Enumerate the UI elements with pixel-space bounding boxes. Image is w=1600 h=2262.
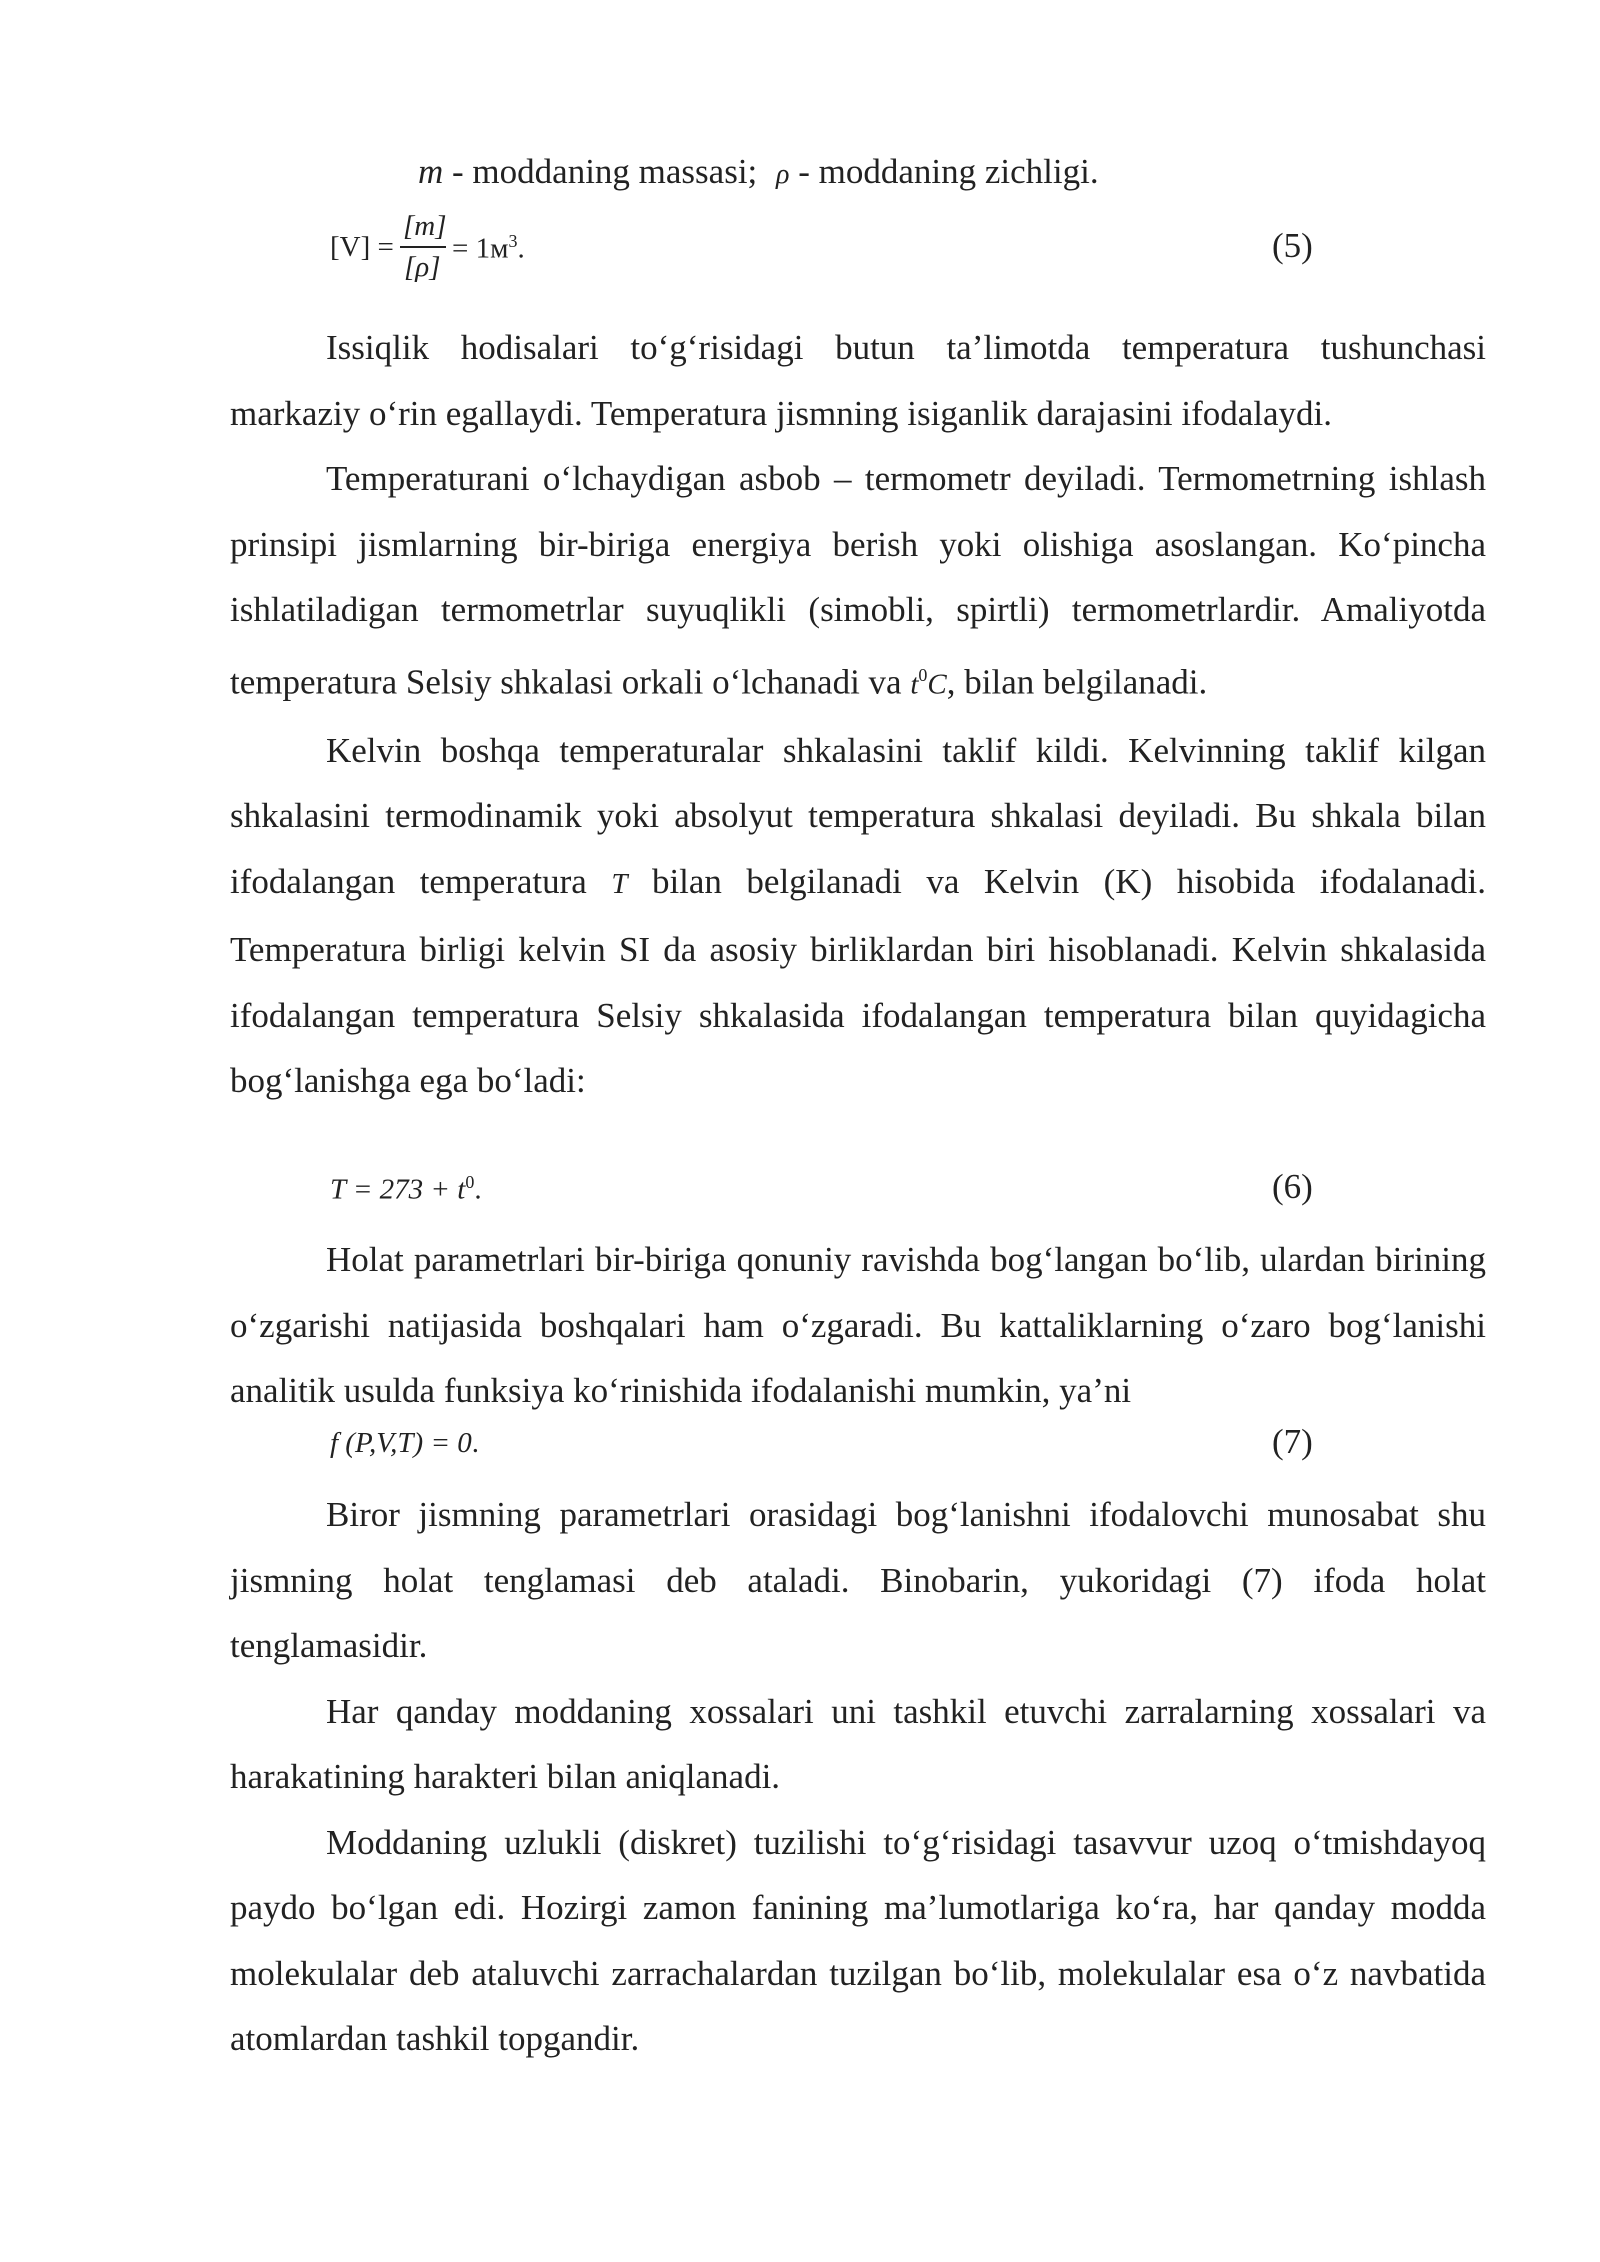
paragraph-7: Moddaning uzlukli (diskret) tuzilishi to‘g‘risidagi tasavvur uzoq o‘tmishdayoq paydo bo‘lgan edi. Hozirgi zamon fanining ma’lumotlariga ko‘ra, har qanday modda molekulalar deb ataluvchi zarrachalardan tuzilgan bo‘lib, molekulalar esa o‘z navbatida atomlardan tashkil topgandir. bbox=[230, 1822, 1486, 2058]
text-block-upper bbox=[230, 315, 1486, 1114]
text-block-lower bbox=[230, 1482, 1486, 2072]
paragraph-3: Kelvin boshqa temperaturalar shkalasini taklif kildi. Kelvinning taklif kilgan shkalasini termodinamik yoki absolyut temperatura shkalasi deyiladi. Bu shkala bilan ifodalangan temperatura T bilan belgilanadi va Kelvin (K) hisobida ifodalanadi. Temperatura birligi kelvin SI da asosiy birliklardan biri hisoblanadi. Kelvin shkalasida ifodalangan temperatura Selsiy shkalasida ifodalangan temperatura bilan quyidagicha bog‘lanishga ega bo‘ladi: bbox=[230, 730, 1486, 1101]
paragraph-4: Holat parametrlari bir-biriga qonuniy ravishda bog‘langan bo‘lib, ulardan birining o‘zgarishi natijasida boshqalari ham o‘zgaradi. Bu kattaliklarning o‘zaro bog‘lanishi analitik usulda funksiya ko‘rinishida ifodalanishi mumkin, ya’ni bbox=[230, 1240, 1486, 1410]
eq5-lhs: [V] = bbox=[330, 231, 394, 263]
paragraph-5: Biror jismning parametrlari orasidagi bog‘lanishni ifodalovchi munosabat shu jismning holat tenglamasi deb ataladi. Binobarin, yukoridagi (7) ifoda holat tenglamasidir. bbox=[230, 1495, 1486, 1665]
eq6-expression: $T = 273 + t^0$. bbox=[330, 1172, 482, 1206]
paragraph-1: Issiqlik hodisalari to‘g‘risidagi butun ta’limotda temperatura tushunchasi markaziy o‘rin egallaydi. Temperatura jismning isiganlik darajasini ifodalaydi. bbox=[230, 328, 1486, 433]
eq7-number: (7) bbox=[1272, 1422, 1313, 1461]
eq5-fraction-bar bbox=[400, 246, 446, 248]
eq7-expression: f (P,V,T) = 0. bbox=[330, 1427, 480, 1459]
eq6-number: (6) bbox=[1272, 1167, 1313, 1206]
density-description: - moddaning zichligi. bbox=[789, 152, 1099, 191]
mass-description: - moddaning massasi; bbox=[443, 152, 758, 191]
text-block-middle bbox=[230, 1227, 1486, 1424]
paragraph-6: Har qanday moddaning xossalari uni tashkil etuvchi zarralarning xossalari va harakatining harakteri bilan aniqlanadi. bbox=[230, 1691, 1486, 1796]
paragraph-2: Temperaturani o‘lchaydigan asbob – termometr deyiladi. Termometrning ishlash prinsipi jismlarning bir-biriga energiya berish yoki olishiga asoslangan. Ko‘pincha ishlatiladigan termometrlar suyuqlikli (simobli, spirtli) termometrlardir. Amaliyotda temperatura Selsiy shkalasi orkali o‘lchanadi va $t^0C$, bilan belgilanadi. bbox=[230, 459, 1486, 702]
eq5-rhs: = $1м^3$. bbox=[452, 231, 525, 265]
definition-line bbox=[418, 152, 1099, 192]
mass-symbol: m bbox=[418, 152, 444, 191]
eq5-number: (5) bbox=[1272, 226, 1313, 265]
density-symbol: ρ bbox=[776, 159, 790, 190]
eq5-denominator: [ρ] bbox=[404, 251, 441, 283]
eq5-numerator: [m] bbox=[403, 210, 447, 242]
